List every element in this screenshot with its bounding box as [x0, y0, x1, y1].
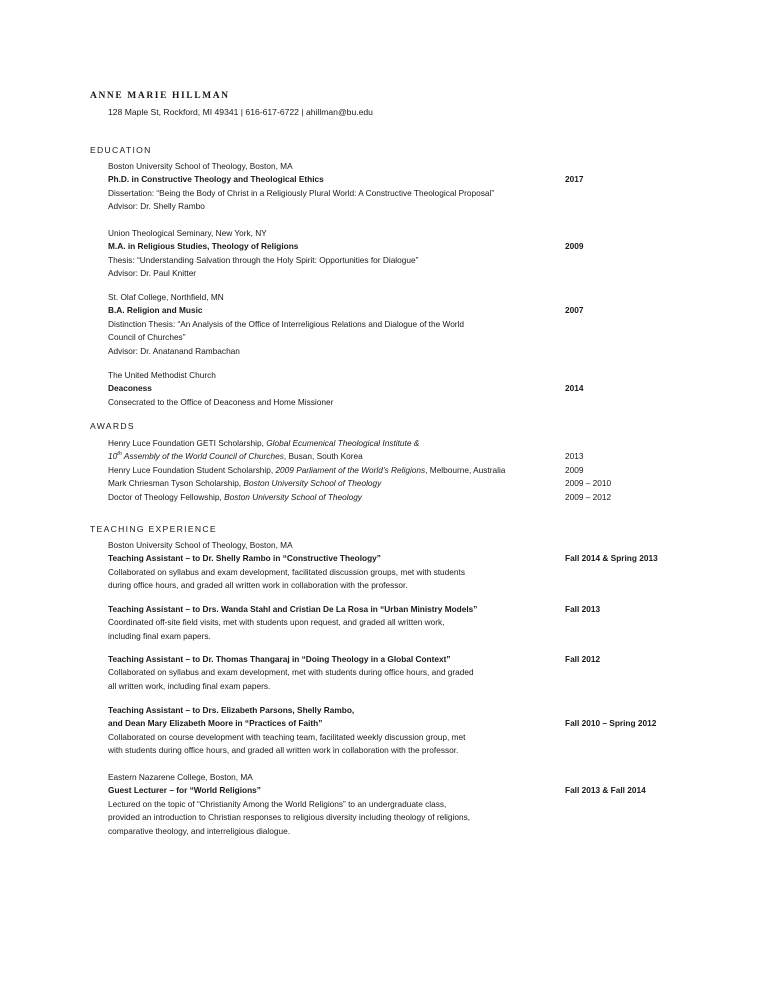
position-title: Teaching Assistant – to Dr. Thomas Thangaraj in “Doing Theology in a Global Context”: [108, 654, 451, 664]
detail-line: Consecrated to the Office of Deaconess and Home Missioner: [108, 396, 334, 407]
education-entry-stolaf: [108, 291, 568, 358]
institution: Union Theological Seminary, New York, NY: [108, 228, 267, 238]
award-date: 2009 – 2010: [565, 478, 612, 489]
institution: The United Methodist Church: [108, 370, 216, 380]
position-date: Fall 2013: [565, 604, 601, 614]
award-item: Mark Chriesman Tyson Scholarship, Boston University School of Theology 2009 – 2010: [108, 477, 668, 490]
description-line: all written work, including final exam papers.: [108, 680, 271, 691]
description-line: Lectured on the topic of “Christianity Among the World Religions” to an undergraduate class,: [108, 798, 447, 809]
degree: Ph.D. in Constructive Theology and Theological Ethics: [108, 174, 324, 185]
degree-date: 2017: [565, 174, 584, 184]
teaching-entry-thangaraj: [108, 653, 568, 693]
detail-line: Advisor: Dr. Shelly Rambo: [108, 201, 205, 212]
awards-list: [108, 437, 668, 504]
position-title-cont: and Dean Mary Elizabeth Moore in “Practices of Faith”: [108, 718, 323, 729]
detail-line: Council of Churches”: [108, 332, 186, 343]
degree: B.A. Religion and Music: [108, 305, 203, 316]
award-item: Henry Luce Foundation GETI Scholarship, Global Ecumenical Theological Institute &: [108, 438, 420, 448]
institution: Eastern Nazarene College, Boston, MA: [108, 772, 253, 782]
contact-line: 128 Maple St, Rockford, MI 49341 | 616-617-6722 | ahillman@bu.edu: [108, 107, 373, 117]
award-date: 2013: [565, 451, 584, 462]
teaching-entry-enc: [108, 771, 568, 838]
award-date: 2009: [565, 464, 584, 475]
award-item: Henry Luce Foundation Student Scholarship, 2009 Parliament of the World’s Religions, Melbourne, Australia 2009: [108, 464, 668, 477]
description-line: provided an introduction to Christian responses to religious diversity including theology of religions,: [108, 812, 471, 823]
section-heading-education: EDUCATION: [90, 145, 152, 155]
description-line: comparative theology, and interreligious dialogue.: [108, 825, 291, 836]
section-heading-teaching: TEACHING EXPERIENCE: [90, 524, 217, 534]
description-line: during office hours, and graded all written work in collaboration with the professor.: [108, 580, 408, 591]
description-line: Collaborated on syllabus and exam development, met with students during office hours, and graded: [108, 667, 474, 678]
education-entry-umc: [108, 369, 568, 409]
detail-line: Dissertation: “Being the Body of Christ in a Religiously Plural World: A Constructive Theological Proposal”: [108, 187, 495, 198]
teaching-entry-rambo: [108, 539, 568, 593]
position-title: Teaching Assistant – to Drs. Elizabeth Parsons, Shelly Rambo,: [108, 705, 355, 715]
degree: M.A. in Religious Studies, Theology of Religions: [108, 241, 299, 252]
position-title: Teaching Assistant – to Dr. Shelly Rambo in “Constructive Theology”: [108, 553, 381, 564]
position-title: Guest Lecturer – for “World Religions”: [108, 785, 261, 796]
institution: St. Olaf College, Northfield, MN: [108, 292, 224, 302]
teaching-entry-parsons: [108, 704, 568, 758]
institution: Boston University School of Theology, Boston, MA: [108, 540, 293, 550]
award-item: 10th Assembly of the World Council of Churches, Busan, South Korea 2013: [108, 450, 668, 463]
award-date: 2009 – 2012: [565, 491, 612, 502]
degree-date: 2009: [565, 241, 584, 251]
position-date: Fall 2014 & Spring 2013: [565, 553, 658, 563]
detail-line: Thesis: “Understanding Salvation through the Holy Spirit: Opportunities for Dialogue”: [108, 254, 419, 265]
award-item: Doctor of Theology Fellowship, Boston University School of Theology 2009 – 2012: [108, 491, 668, 504]
description-line: Coordinated off-site field visits, met with students upon request, and graded all written work,: [108, 617, 445, 628]
description-line: Collaborated on syllabus and exam development, facilitated discussion groups, met with students: [108, 566, 465, 577]
description-line: with students during office hours, and graded all written work in collaboration with the professor.: [108, 745, 459, 756]
education-entry-uts: [108, 227, 568, 281]
section-heading-awards: AWARDS: [90, 421, 135, 431]
institution: Boston University School of Theology, Boston, MA: [108, 161, 293, 171]
position-date: Fall 2013 & Fall 2014: [565, 785, 646, 795]
candidate-name: ANNE MARIE HILLMAN: [90, 91, 230, 101]
detail-line: Advisor: Dr. Anatanand Rambachan: [108, 345, 240, 356]
degree: Deaconess: [108, 383, 152, 394]
position-date: Fall 2010 – Spring 2012: [565, 718, 657, 728]
description-line: Collaborated on course development with teaching team, facilitated weekly discussion group, met: [108, 731, 466, 742]
degree-date: 2014: [565, 383, 584, 393]
position-date: Fall 2012: [565, 654, 601, 664]
position-title: Teaching Assistant – to Drs. Wanda Stahl and Cristian De La Rosa in “Urban Ministry Models”: [108, 604, 478, 614]
description-line: including final exam papers.: [108, 630, 211, 641]
detail-line: Advisor: Dr. Paul Knitter: [108, 268, 197, 279]
teaching-entry-stahl: [108, 603, 568, 643]
degree-date: 2007: [565, 305, 584, 315]
education-entry-bu: [108, 160, 568, 214]
detail-line: Distinction Thesis: “An Analysis of the Office of Interreligious Relations and Dialogue of the World: [108, 318, 465, 329]
